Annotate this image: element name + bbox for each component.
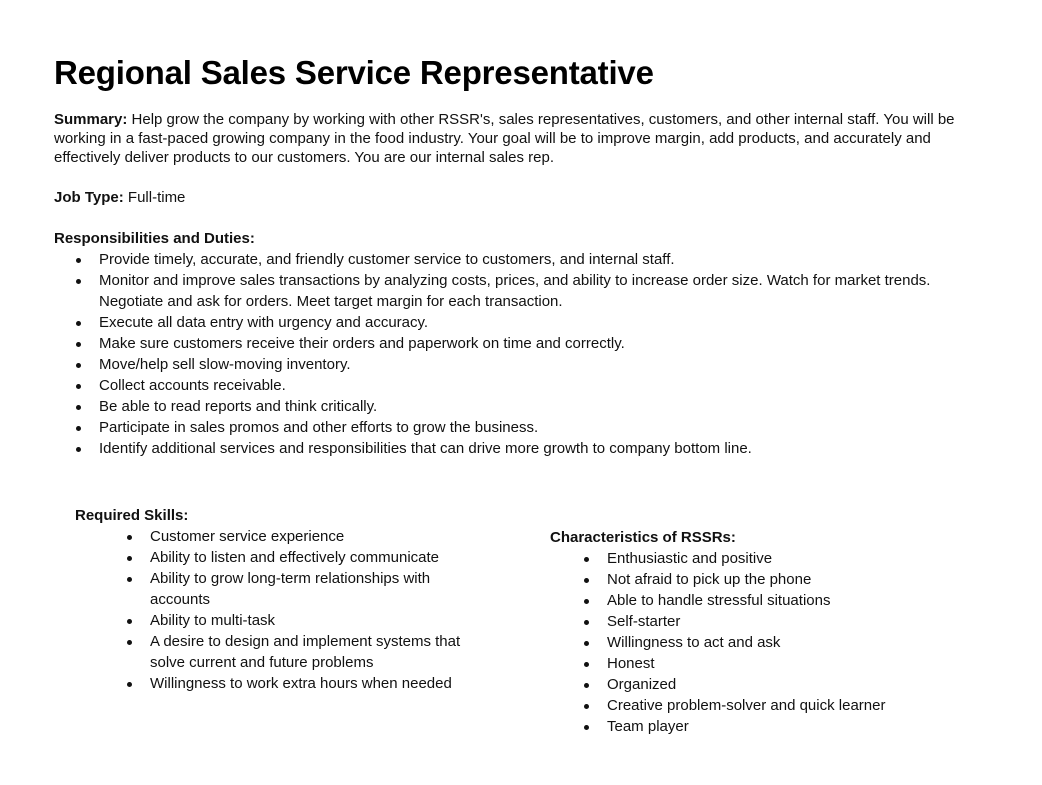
list-item: Able to handle stressful situations	[607, 590, 987, 611]
list-item: Team player	[607, 716, 987, 737]
list-item: Make sure customers receive their orders and paperwork on time and correctly.	[99, 333, 984, 354]
list-item: Willingness to act and ask	[607, 632, 987, 653]
job-type-label: Job Type:	[54, 189, 124, 206]
list-item: Be able to read reports and think critically.	[99, 396, 984, 417]
responsibilities-heading: Responsibilities and Duties:	[54, 230, 255, 247]
list-item: Customer service experience	[150, 526, 490, 547]
summary-label: Summary:	[54, 111, 128, 128]
summary-text: Help grow the company by working with other RSSR's, sales representatives, customers, and other internal staff. You will be working in a fast-paced growing company in the food industry. Your goal will be to improve margin, add products, and accurately and effectively deliver products to our customers. You are our internal sales rep.	[54, 111, 955, 166]
characteristics-list	[607, 548, 987, 737]
list-item: Move/help sell slow-moving inventory.	[99, 354, 984, 375]
list-item: Provide timely, accurate, and friendly customer service to customers, and internal staff.	[99, 249, 984, 270]
list-item: Not afraid to pick up the phone	[607, 569, 987, 590]
summary-paragraph	[54, 110, 989, 167]
list-item: Monitor and improve sales transactions by analyzing costs, prices, and ability to increase order size. Watch for market trends. Negotiate and ask for orders. Meet target margin for each transaction.	[99, 270, 984, 312]
list-item: Organized	[607, 674, 987, 695]
required-skills-list	[150, 526, 490, 694]
list-item: Ability to grow long-term relationships with accounts	[150, 568, 490, 610]
list-item: A desire to design and implement systems that solve current and future problems	[150, 631, 490, 673]
list-item: Identify additional services and responsibilities that can drive more growth to company bottom line.	[99, 438, 984, 459]
list-item: Honest	[607, 653, 987, 674]
list-item: Creative problem-solver and quick learner	[607, 695, 987, 716]
list-item: Participate in sales promos and other efforts to grow the business.	[99, 417, 984, 438]
list-item: Ability to listen and effectively communicate	[150, 547, 490, 568]
responsibilities-list	[99, 249, 984, 459]
required-skills-heading: Required Skills:	[75, 507, 189, 524]
job-type-value: Full-time	[123, 189, 186, 206]
list-item: Self-starter	[607, 611, 987, 632]
job-type-line	[54, 188, 185, 207]
page-title: Regional Sales Service Representative	[54, 54, 654, 91]
list-item: Willingness to work extra hours when needed	[150, 673, 490, 694]
list-item: Ability to multi-task	[150, 610, 490, 631]
characteristics-heading: Characteristics of RSSRs:	[550, 529, 736, 546]
list-item: Execute all data entry with urgency and accuracy.	[99, 312, 984, 333]
list-item: Enthusiastic and positive	[607, 548, 987, 569]
list-item: Collect accounts receivable.	[99, 375, 984, 396]
